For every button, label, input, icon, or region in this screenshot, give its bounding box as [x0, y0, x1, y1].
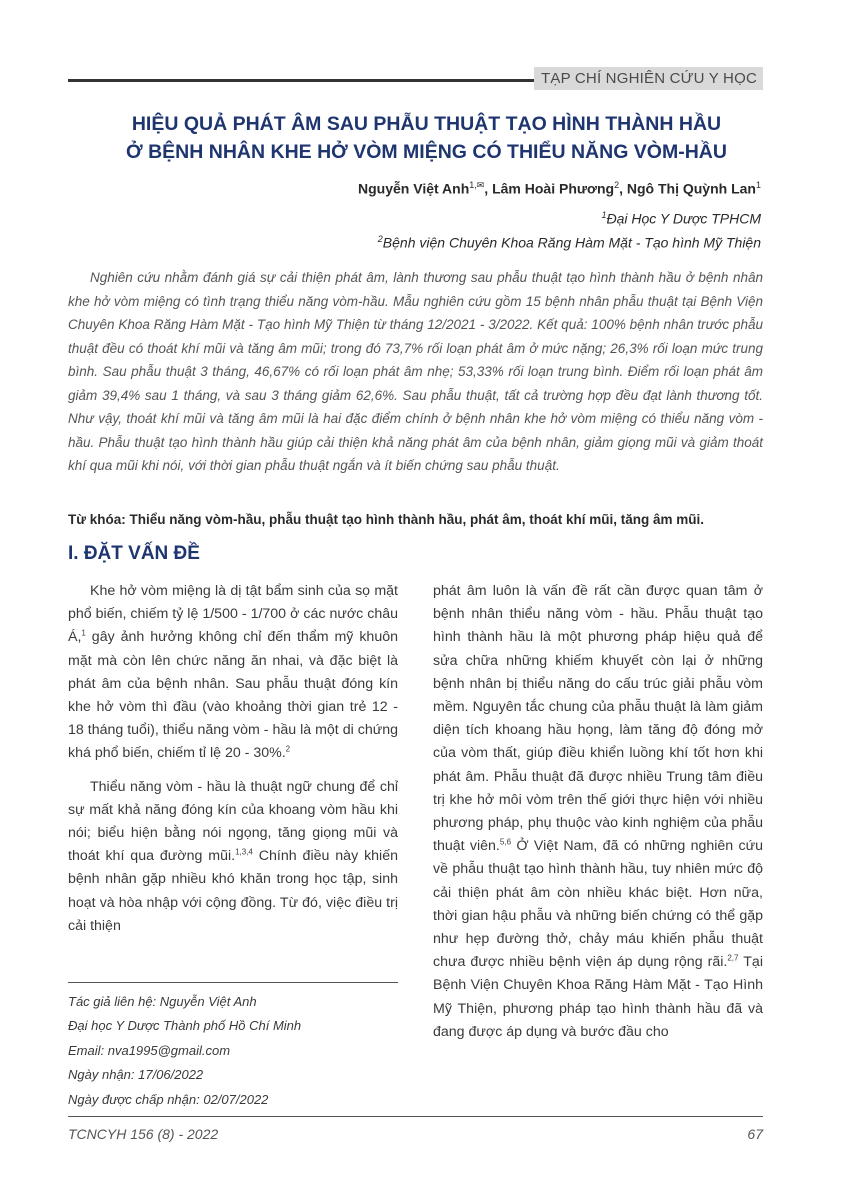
corresponding-author: Tác giả liên hệ: Nguyễn Việt Anh [68, 994, 257, 1009]
paragraph-text: Ở Việt Nam, đã có những nghiên cứu về phẫu thuật tạo hình thành hầu, tuy nhiên mức độ cải thiện phát âm còn nhiều khác biệt. Hơn nữa, thời gian hậu phẫu và những biến chứng có thể gặp như hẹp đường thở, chảy máu khiến phẫu thuật chưa được nhiều bệnh viện áp dụng rộng rãi. [433, 838, 764, 971]
author-sup: 1 [755, 180, 761, 190]
affiliation-text: Đại Học Y Dược TPHCM [606, 210, 761, 227]
paragraph [68, 580, 398, 766]
author-name: Ngô Thị Quỳnh Lan [626, 180, 756, 197]
institution: Đại học Y Dược Thành phố Hồ Chí Minh [68, 1018, 302, 1034]
article-title [60, 110, 793, 166]
abstract: Nghiên cứu nhằm đánh giá sự cải thiện phát âm, lành thương sau phẫu thuật tạo hình thành hầu ở bệnh nhân khe hở vòm miệng có tình trạng thiểu năng vòm-hầu. Mẫu nghiên cứu gồm 15 bệnh nhân phẫu thuật tại Bệnh Viện Chuyên Khoa Răng Hàm Mặt - Tạo hình Mỹ Thiện từ tháng 12/2021 - 3/2022. Kết quả: 100% bệnh nhân trước phẫu thuật đều có thoát khí mũi và tăng âm mũi; trong đó 73,7% rối loạn phát âm ở mức nặng; 26,3% rối loạn mức trung bình. Sau phẫu thuật 3 tháng, 46,67% có rối loạn phát âm nhẹ; 53,33% rối loạn trung bình. Điểm rối loạn phát âm giảm 39,4% sau 1 tháng, và sau 3 tháng giảm 62,6%. Sau phẫu thuật, tất cả trường hợp đều đạt lành thương tốt. Như vậy, thoát khí mũi và tăng âm mũi là hai đặc điểm chính ở bệnh nhân khe hở vòm miệng có thiểu năng vòm - hầu. Phẫu thuật tạo hình thành hầu giúp cải thiện khả năng phát âm của bệnh nhân, giảm giọng mũi và giảm thoát khí qua mũi khi nói, với thời gian phẫu thuật ngắn và ít biến chứng sau phẫu thuật. [68, 270, 763, 473]
title-line-2: Ở BỆNH NHÂN KHE HỞ VÒM MIỆNG CÓ THIỂU NĂNG VÒM-HẦU [126, 141, 727, 163]
paragraph-text: phát âm luôn là vấn đề rất cần được quan tâm ở bệnh nhân thiểu năng vòm - hầu. Phẫu thuật tạo hình thành hầu là một phương pháp hiệu quả để sửa chữa những khiếm khuyết còn lại ở những bệnh nhân bị thiểu năng do cấu trúc giải phẫu vòm mềm. Nguyên tắc chung của phẫu thuật là làm giảm diện tích khoang hầu họng, làm tăng độ đóng mở của vòm thất, giúp điều khiển luồng khí tốt hơn khi phát âm. Phẫu thuật đã được nhiều Trung tâm điều trị khe hở môi vòm trên thế giới thực hiện với nhiều phương pháp, phụ thuộc vào kinh nghiệm của phẫu thuật viên. [433, 583, 763, 855]
affiliation-2 [378, 234, 761, 251]
citation-sup: 1 [81, 628, 86, 638]
footer-citation: TCNCYH 156 (8) - 2022 [68, 1126, 219, 1142]
paragraph-text: gây ảnh hưởng không chỉ đến thẩm mỹ khuôn mặt mà còn lên chức năng ăn nhai, và đặc biệt là phát âm của bệnh nhân. Sau phẫu thuật đóng kín khe hở vòm thì đầu (vào khoảng thời gian trẻ 12 - 18 tháng tuổi), thiểu năng vòm - hầu là một di chứng khá phổ biến, chiếm tỉ lệ 20 - 30%. [68, 629, 398, 762]
citation-sup: 2,7 [727, 953, 739, 963]
paragraph [433, 580, 763, 1044]
author-name: Nguyễn Việt Anh [358, 180, 470, 197]
citation-sup: 5,6 [499, 837, 512, 847]
paragraph-text: Thiểu năng vòm - hầu là thuật ngữ chung để chỉ sự mất khả năng đóng kín của khoang vòm hầu khi nói; biểu hiện bằng nói ngọng, tăng giọng mũi và thoát khí qua đường mũi. [68, 778, 398, 865]
page-number: 67 [747, 1126, 763, 1142]
author-sup: 1,✉ [469, 180, 485, 190]
keywords: Từ khóa: Thiểu năng vòm-hầu, phẫu thuật tạo hình thành hầu, phát âm, thoát khí mũi, tăng âm mũi. [68, 512, 705, 527]
author-sup: 2 [614, 180, 620, 190]
paragraph-text: Chính điều này khiến bệnh nhân gặp nhiều khó khăn trong học tập, sinh hoạt và hòa nhập với cộng đồng. Từ đó, việc điều trị cải thiện [68, 848, 398, 934]
email: Email: nva1995@gmail.com [68, 1042, 231, 1058]
footnote-rule [68, 982, 398, 983]
left-column [68, 580, 398, 948]
author-list: Nguyễn Việt Anh$^{1,✉}$, Lâm Hoài Phương$^2$, Ngô Thị Quỳnh Lan$^1$ [358, 180, 761, 197]
paragraph-text: Khe hở vòm miệng là dị tật bẩm sinh của sọ mặt phổ biến, chiếm tỷ lệ 1/500 - 1/700 ở các nước châu Á, [68, 583, 398, 646]
section-heading: I. ĐẶT VẤN ĐỀ [68, 543, 200, 564]
received-date: Ngày nhận: 17/06/2022 [68, 1067, 204, 1083]
accepted-date: Ngày được chấp nhận: 02/07/2022 [68, 1091, 269, 1107]
citation-sup: 1,3,4 [235, 847, 253, 857]
affiliation-text: Bệnh viện Chuyên Khoa Răng Hàm Mặt - Tạo hình Mỹ Thiện [382, 234, 761, 251]
footnotes [68, 990, 398, 1112]
affiliation-1 [601, 210, 761, 227]
paragraph-text: Tại Bệnh Viện Chuyên Khoa Răng Hàm Mặt - Tạo Hình Mỹ Thiện, phương pháp tạo hình thành hầu đã và đang được áp dụng và bước đầu cho [433, 954, 763, 1040]
affiliation-sup: 1 [601, 210, 607, 220]
affiliation-sup: 2 [377, 234, 383, 244]
paragraph [68, 776, 398, 938]
footer-rule [68, 1116, 763, 1117]
author-name: Lâm Hoài Phương [492, 180, 615, 197]
right-column [433, 580, 763, 1054]
citation-sup: 2 [285, 744, 291, 754]
journal-tag: TẠP CHÍ NGHIÊN CỨU Y HỌC [534, 67, 763, 90]
title-line-1: HIỆU QUẢ PHÁT ÂM SAU PHẪU THUẬT TẠO HÌNH THÀNH HẦU [131, 113, 722, 135]
